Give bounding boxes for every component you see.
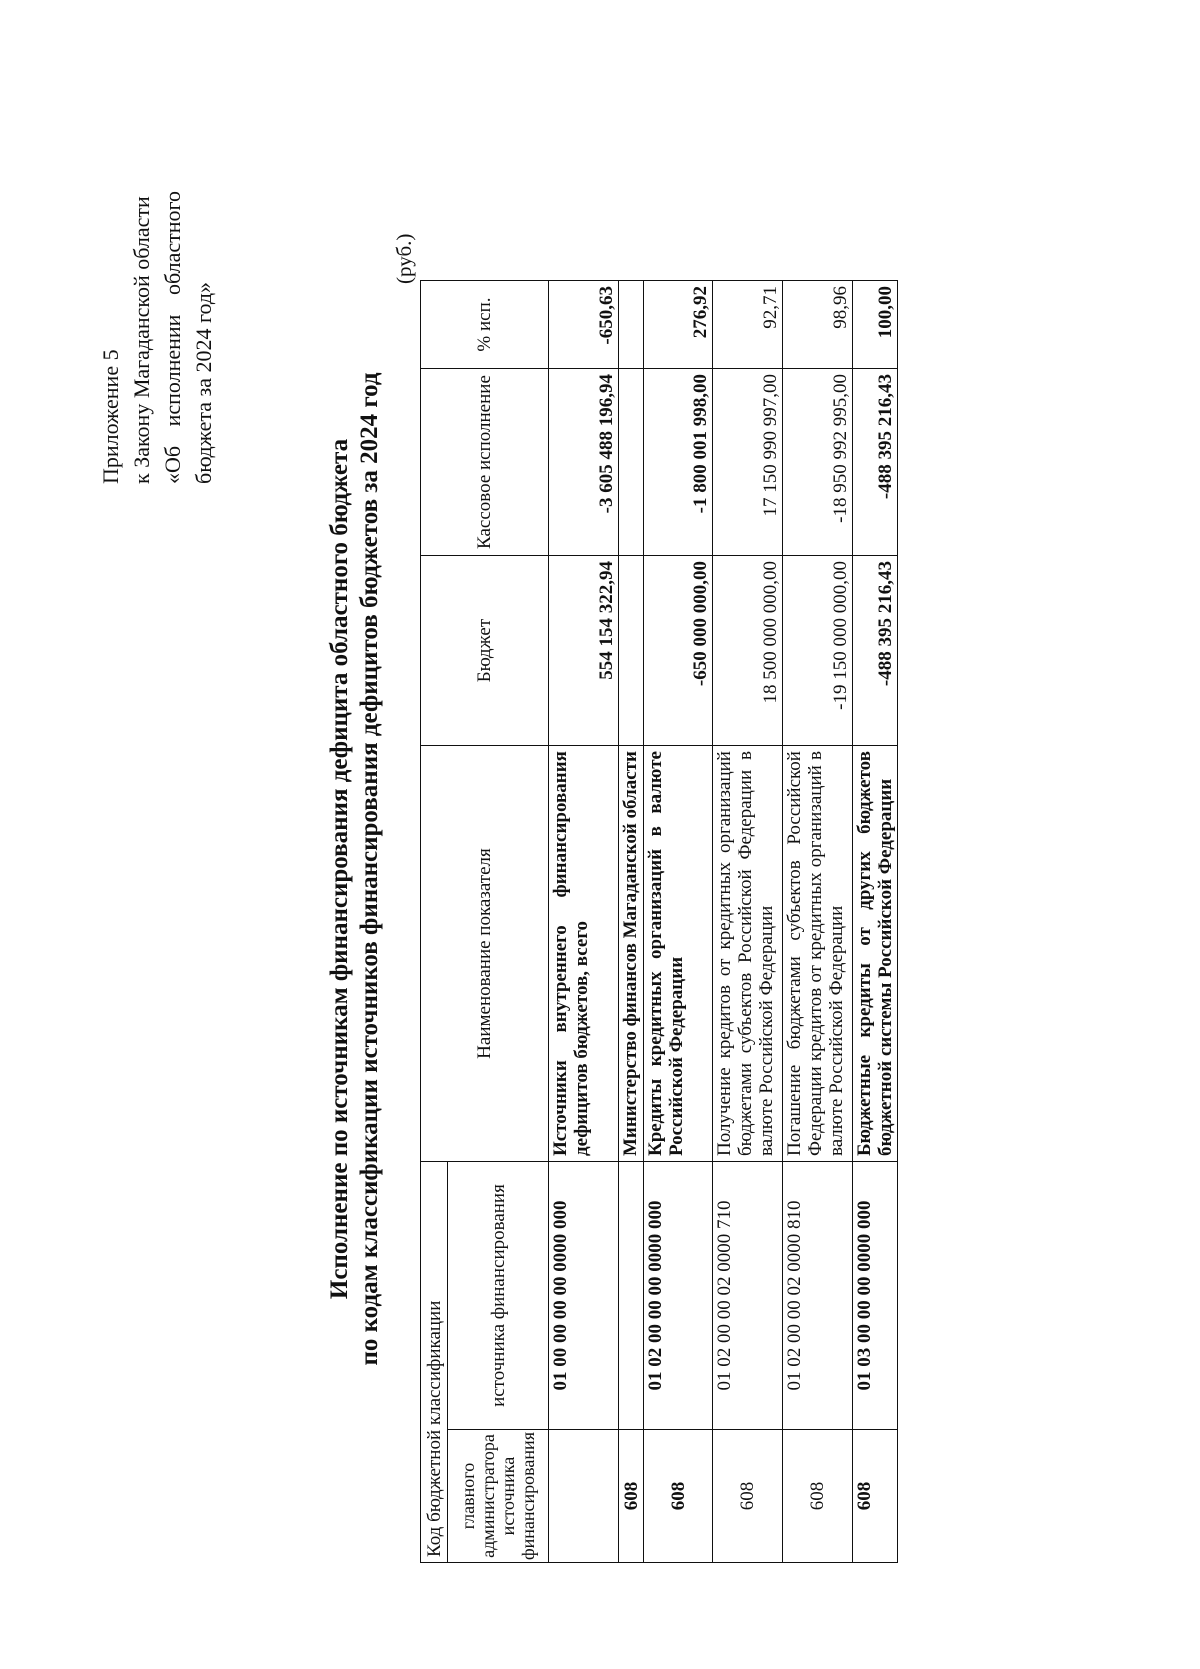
row-percent: -650,63	[549, 281, 619, 369]
unit-label: (руб.)	[392, 233, 416, 284]
row-percent: 100,00	[853, 281, 898, 369]
row-budget: 18 500 000 000,00	[713, 556, 783, 746]
row-source-code: 01 02 00 00 02 0000 810	[783, 1162, 853, 1430]
header-classification-code: Код бюджетной классификации	[421, 1162, 448, 1563]
row-percent: 92,71	[713, 281, 783, 369]
table-row	[853, 281, 898, 1563]
table-header-row	[421, 281, 448, 1563]
appendix-line: Приложение 5	[98, 349, 123, 484]
appendix-line: бюджета за 2024 год»	[191, 281, 216, 484]
row-source-code: 01 03 00 00 00 0000 000	[853, 1162, 898, 1430]
appendix-line: к Закону Магаданской области	[129, 196, 154, 484]
row-indicator-name: Источники внутреннего финансирования дефицитов бюджетов, всего	[549, 746, 619, 1162]
row-budget: 554 154 322,94	[549, 556, 619, 746]
row-cash-execution: 17 150 990 997,00	[713, 369, 783, 556]
budget-table	[420, 280, 898, 1563]
row-percent: 276,92	[644, 281, 713, 369]
row-indicator-name: Кредиты кредитных организаций в валюте Российской Федерации	[644, 746, 713, 1162]
row-cash-execution: -3 605 488 196,94	[549, 369, 619, 556]
table-row	[644, 281, 713, 1563]
row-percent	[619, 281, 644, 369]
row-indicator-name: Погашение бюджетами субъектов Российской Федерации кредитов от кредитных организаций в валюте Российской Федерации	[783, 746, 853, 1162]
table-row	[549, 281, 619, 1563]
appendix-line: «Об исполнении областного	[160, 191, 185, 484]
row-indicator-name: Министерство финансов Магаданской области	[619, 746, 644, 1162]
row-indicator-name: Получение кредитов от кредитных организаций бюджетами субъектов Российской Федерации в валюте Российской Федерации	[713, 746, 783, 1162]
row-cash-execution: -488 395 216,43	[853, 369, 898, 556]
row-admin-code: 608	[619, 1430, 644, 1563]
document-title: Исполнение по источникам финансирования дефицита областного бюджета	[326, 438, 353, 1300]
row-budget	[619, 556, 644, 746]
row-admin-code: 608	[853, 1430, 898, 1563]
row-budget: -19 150 000 000,00	[783, 556, 853, 746]
row-source-code	[619, 1162, 644, 1430]
row-cash-execution: -18 950 992 995,00	[783, 369, 853, 556]
document-subtitle: по кодам классификации источников финансирования дефицитов бюджетов за 2024 год	[356, 372, 383, 1366]
header-source-code: источника финансирования	[448, 1162, 549, 1430]
header-budget: Бюджет	[421, 556, 549, 746]
row-source-code: 01 02 00 00 00 0000 000	[644, 1162, 713, 1430]
row-budget: -488 395 216,43	[853, 556, 898, 746]
row-admin-code	[549, 1430, 619, 1563]
table-row	[619, 281, 644, 1563]
row-admin-code: 608	[783, 1430, 853, 1563]
header-cash-execution: Кассовое исполнение	[421, 369, 549, 556]
table-row	[783, 281, 853, 1563]
row-source-code: 01 00 00 00 00 0000 000	[549, 1162, 619, 1430]
row-source-code: 01 02 00 00 02 0000 710	[713, 1162, 783, 1430]
table-row	[713, 281, 783, 1563]
row-indicator-name: Бюджетные кредиты от других бюджетов бюджетной системы Российской Федерации	[853, 746, 898, 1162]
row-percent: 98,96	[783, 281, 853, 369]
row-budget: -650 000 000,00	[644, 556, 713, 746]
header-indicator-name: Наименование показателя	[421, 746, 549, 1162]
header-percent: % исп.	[421, 281, 549, 369]
header-admin-code: главного администратора источника финансирования	[448, 1430, 549, 1563]
row-admin-code: 608	[644, 1430, 713, 1563]
row-cash-execution: -1 800 001 998,00	[644, 369, 713, 556]
row-cash-execution	[619, 369, 644, 556]
appendix-note	[95, 184, 219, 484]
row-admin-code: 608	[713, 1430, 783, 1563]
